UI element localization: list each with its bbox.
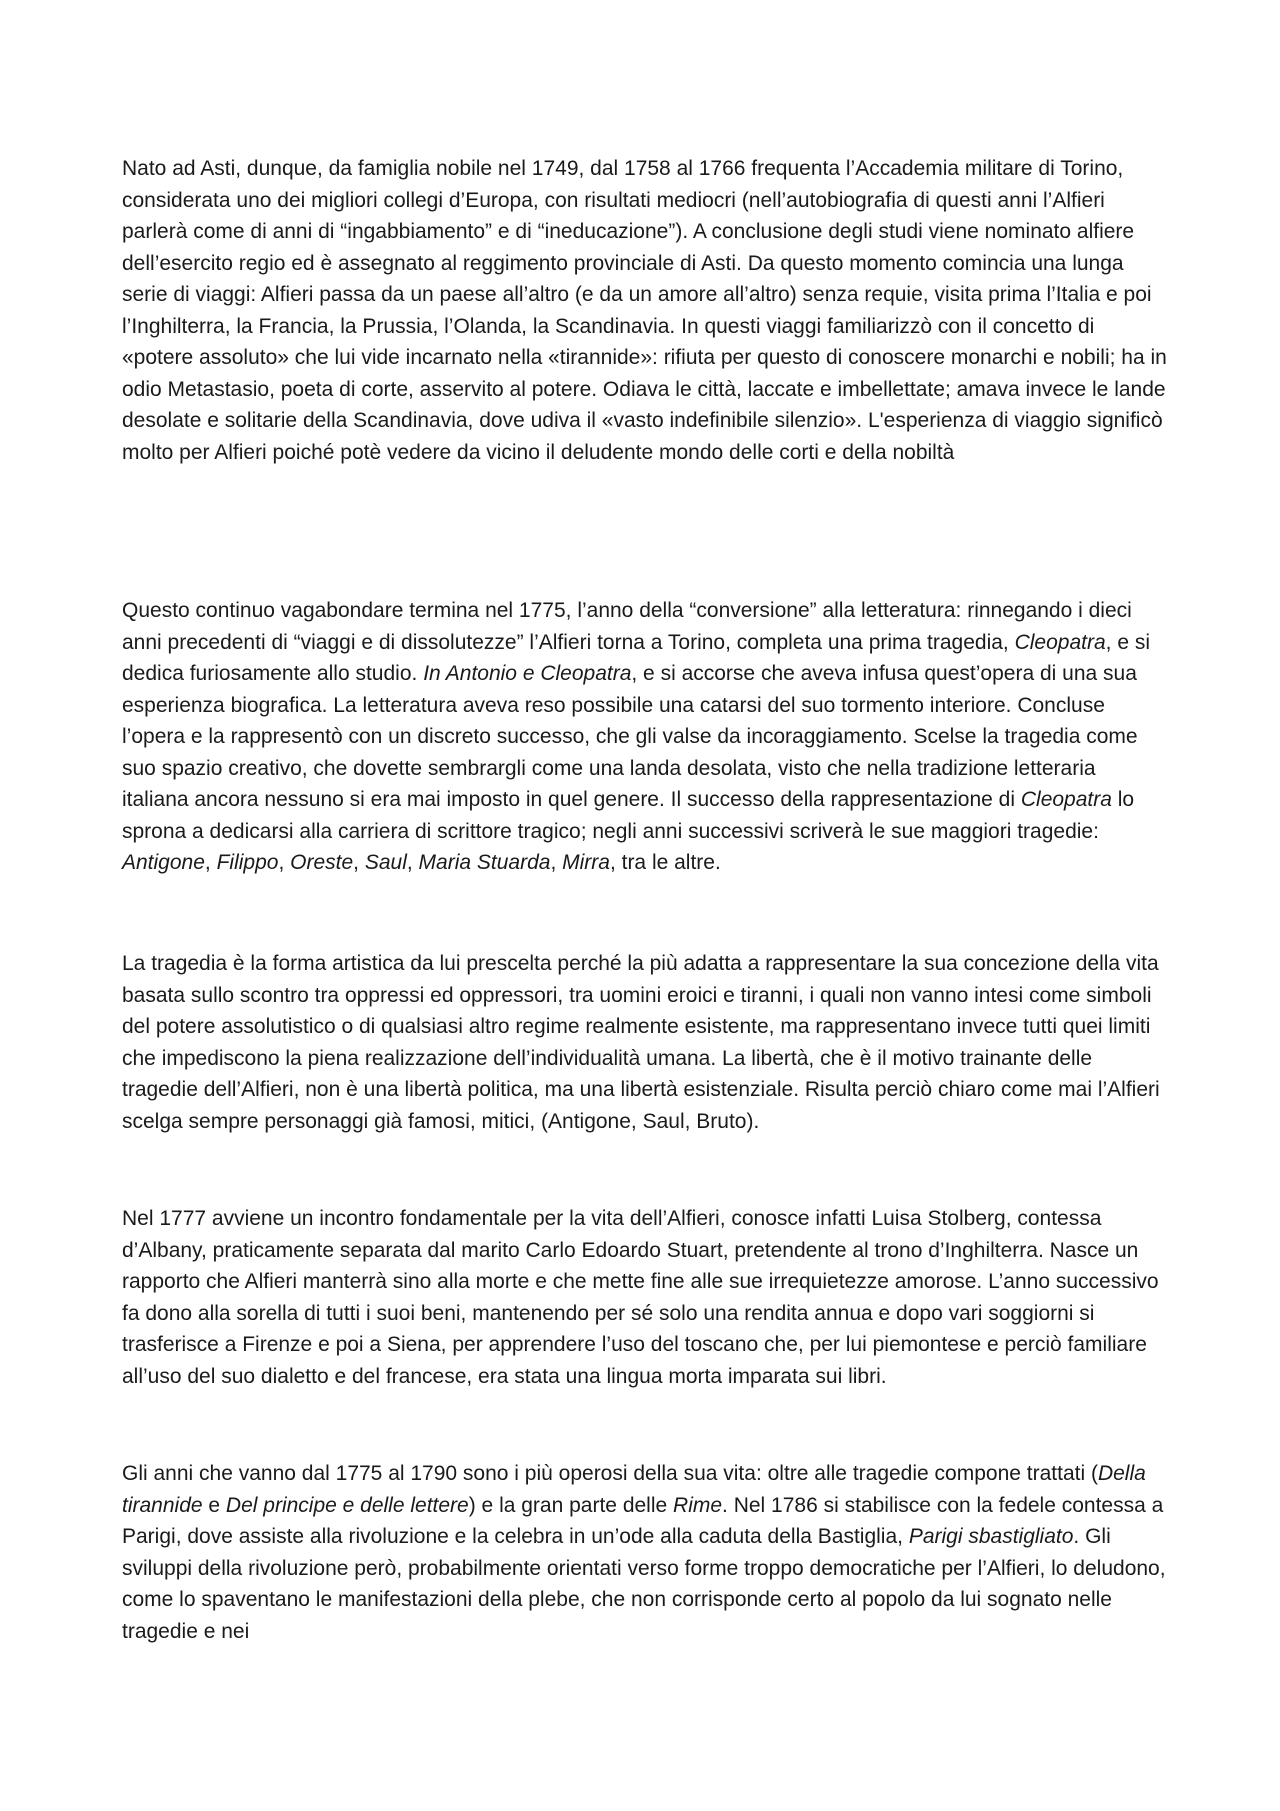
paragraph-5 [122,1458,1167,1647]
paragraph-3: La tragedia è la forma artistica da lui prescelta perché la più adatta a rappresentare la sua concezione della vita basata sullo scontro tra oppressi ed oppressori, tra uomini eroici e tiranni, i quali non vanno intesi come simboli del potere assolutistico o di qualsiasi altro regime realmente esistente, ma rappresentano invece tutti quei limiti che impediscono la piena realizzazione dell’individualità umana. La libertà, che è il motivo trainante delle tragedie dell’Alfieri, non è una libertà politica, ma una libertà esistenziale. Risulta perciò chiaro come mai l’Alfieri scelga sempre personaggi già famosi, mitici, (Antigone, Saul, Bruto). [122,952,1160,1133]
text-run: , [550,851,563,874]
italic-title: Del principe e delle lettere [225,1493,469,1517]
text-run: e [202,1493,226,1517]
text-run: , [204,851,217,874]
italic-title: Mirra [562,851,610,874]
italic-title: Saul [364,851,407,874]
paragraph-1: Nato ad Asti, dunque, da famiglia nobile nel 1749, dal 1758 al 1766 frequenta l’Accademia militare di Torino, considerata uno dei migliori collegi d’Europa, con risultati mediocri (nell’autobiografia di questi anni l’Alfieri parlerà come di anni di “ingabbiamento” e di “ineducazione”). A conclusione degli studi viene nominato alfiere dell’esercito regio ed è assegnato al reggimento provinciale di Asti. Da questo momento comincia una lunga serie di viaggi: Alfieri passa da un paese all’altro (e da un amore all’altro) senza requie, visita prima l’Italia e poi l’Inghilterra, la Francia, la Prussia, l’Olanda, la Scandinavia. In questi viaggi familiarizzò con il concetto di «potere assoluto» che lui vide incarnato nella «tirannide»: rifiuta per questo di conoscere monarchi e nobili; ha in odio Metastasio, poeta di corte, asservito al potere. Odiava le città, laccate e imbellettate; amava invece le lande desolate e solitarie della Scandinavia, dove udiva il «vasto indefinibile silenzio». L'esperienza di viaggio significò molto per Alfieri poiché potè vedere da vicino il deludente mondo delle corti e della nobiltà [122,157,1167,464]
text-run: . Nel 1786 si stabilisce con la fedele contessa a Parigi, dove assiste alla rivoluzione e la celebra in un’ode alla caduta della Bastiglia, [122,1493,1164,1548]
text-run: , e si accorse che aveva infusa quest’opera di una sua esperienza biografica. La letteratura aveva reso possibile una catarsi del suo tormento interiore. Concluse l’opera e la rappresentò con un discreto successo, che gli valse da incoraggiamento. Scelse la tragedia come suo spazio creativo, che dovette sembrargli come una landa desolata, visto che nella tradizione letteraria italiana ancora nessuno si era mai imposto in quel genere. Il successo della rappresentazione di [122,662,1138,811]
italic-title: Della tirannide [122,1462,1146,1517]
paragraph-4: Nel 1777 avviene un incontro fondamentale per la vita dell’Alfieri, conosce infatti Luisa Stolberg, contessa d’Albany, praticamente separata dal marito Carlo Edoardo Stuart, pretendente al trono d’Inghilterra. Nasce un rapporto che Alfieri manterrà sino alla morte e che mette fine alle sue irrequietezze amorose. L’anno successivo fa dono alla sorella di tutti i suoi beni, mantenendo per sé solo una rendita annua e dopo vari soggiorni si trasferisce a Firenze e poi a Siena, per apprendere l’uso del toscano che, per lui piemontese e perciò familiare all’uso del suo dialetto e del francese, era stata una lingua morta imparata sui libri. [122,1207,1159,1388]
paragraph-2 [122,595,1167,879]
italic-title: Filippo [216,851,279,874]
italic-title: Cleopatra [1014,630,1106,654]
italic-title: Antigone [122,851,205,874]
text-run: Gli anni che vanno dal 1775 al 1790 sono i più operosi della sua vita: oltre alle tragedie compone trattati ( [122,1462,1098,1485]
italic-title: Parigi sbastigliato [908,1525,1074,1548]
text-run: Questo continuo vagabondare termina nel 1775, l’anno della “conversione” alla letteratura: rinnegando i dieci anni precedenti di “viaggi e di dissolutezze” l’Alfieri torna a Torino, completa una prima tragedia, [122,599,1132,654]
italic-title: Rime [673,1493,723,1517]
text-run: lo sprona a dedicarsi alla carriera di scrittore tragico; negli anni successivi scriverà le sue maggiori tragedie: [122,788,1135,843]
italic-title: Maria Stuarda [418,851,551,874]
text-run: , [353,851,365,874]
italic-title: Cleopatra [1020,788,1112,811]
italic-title: In Antonio e Cleopatra [423,662,632,685]
text-run: , [406,851,419,874]
text-run: , e si dedica furiosamente allo studio. [122,630,1151,685]
italic-title: Oreste [290,851,354,874]
text-run: . Gli sviluppi della rivoluzione però, probabilmente orientati verso forme troppo democratiche per l’Alfieri, lo deludono, come lo spaventano le manifestazioni della plebe, che non corrisponde certo al popolo da lui sognato nelle tragedie e nei [122,1525,1166,1643]
text-run: ) e la gran parte delle [468,1493,674,1517]
text-run: , tra le altre. [609,851,721,874]
text-run: , [278,851,291,874]
